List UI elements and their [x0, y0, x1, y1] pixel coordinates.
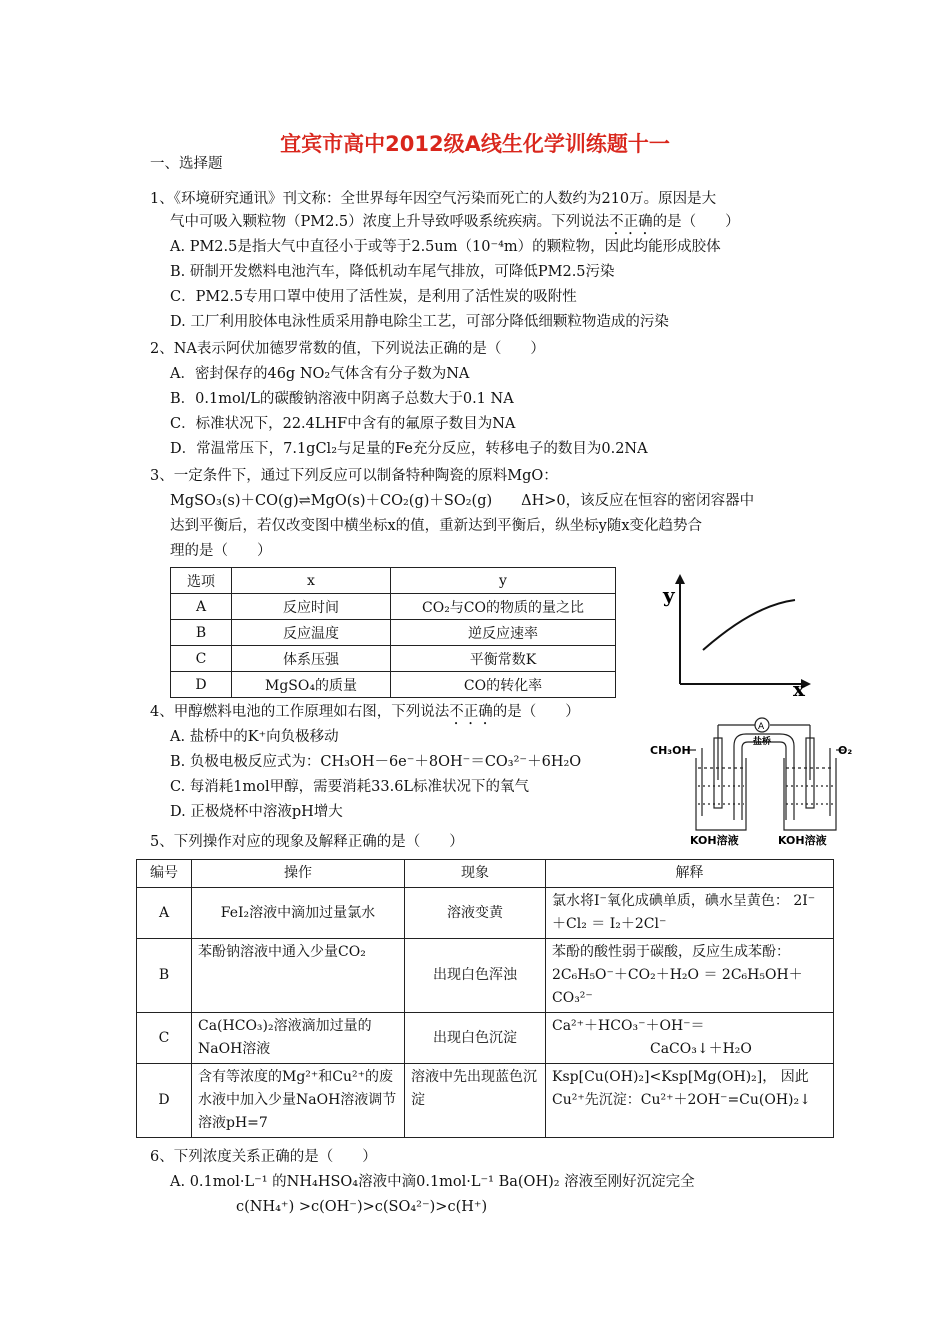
- table-cell: 氯水将I⁻氧化成碘单质，碘水呈黄色： 2I⁻＋Cl₂ ＝ I₂＋2Cl⁻: [546, 888, 834, 939]
- q5-stem: 5、下列操作对应的现象及解释正确的是（ ）: [150, 834, 464, 850]
- table-row: [137, 1064, 834, 1138]
- table-row: [137, 1013, 834, 1064]
- q1-option-b: B. 研制开发燃料电池汽车，降低机动车尾气排放，可降低PM2.5污染: [170, 264, 615, 280]
- q3-equation: MgSO₃(s)＋CO(g)⇌MgO(s)＋CO₂(g)＋SO₂(g) ΔH>0，该反应在恒容的密闭容器中: [170, 493, 755, 509]
- q2-stem: 2、NA表示阿伏加德罗常数的值，下列说法正确的是（ ）: [150, 341, 545, 357]
- q4-stem: [150, 701, 580, 728]
- q2-option-b: B．0.1mol/L的碳酸钠溶液中阴离子总数大于0.1 NA: [170, 391, 514, 407]
- q5-table: [136, 859, 834, 1138]
- table-cell: 体系压强: [232, 646, 391, 672]
- table-header-cell: y: [391, 568, 616, 594]
- table-cell: Ksp[Cu(OH)₂]<Ksp[Mg(OH)₂]， 因此Cu²⁺先沉淀：Cu²⁺＋2OH⁻=Cu(OH)₂↓: [546, 1064, 834, 1138]
- q3-table: [170, 567, 616, 698]
- table-cell: 反应温度: [232, 620, 391, 646]
- q4-stem-text: 4、甲醇燃料电池的工作原理如右图，下列说法: [150, 704, 450, 720]
- right-solution-label: KOH溶液: [778, 834, 827, 847]
- q4-option-d: D. 正极烧杯中溶液pH增大: [170, 804, 343, 820]
- table-cell: B: [171, 620, 232, 646]
- section-heading: 一、选择题: [150, 156, 223, 172]
- table-cell: C: [137, 1013, 192, 1064]
- table-cell: 苯酚钠溶液中通入少量CO₂: [192, 939, 405, 1013]
- table-header-row: [171, 568, 616, 594]
- table-cell: 含有等浓度的Mg²⁺和Cu²⁺的废水液中加入少量NaOH溶液调节溶液pH=7: [192, 1064, 405, 1138]
- q2-option-a: A．密封保存的46g NO₂气体含有分子数为NA: [170, 366, 470, 382]
- table-header-cell: 编号: [137, 860, 192, 888]
- q3-trend-graph: [655, 572, 825, 700]
- q1-emphasis: 不正确: [609, 214, 653, 230]
- table-cell: C: [171, 646, 232, 672]
- table-cell: 逆反应速率: [391, 620, 616, 646]
- y-arrow-icon: [675, 574, 685, 584]
- salt-bridge-label: 盐桥: [753, 737, 772, 747]
- q3-line4: 理的是（ ）: [170, 543, 272, 559]
- q4-option-a: A. 盐桥中的K⁺向负极移动: [170, 729, 339, 745]
- q6-option-a: A. 0.1mol·L⁻¹ 的NH₄HSO₄溶液中滴0.1mol·L⁻¹ Ba(OH)₂ 溶液至刚好沉淀完全: [170, 1174, 695, 1190]
- q6-stem: 6、下列浓度关系正确的是（ ）: [150, 1149, 377, 1165]
- table-header-cell: x: [232, 568, 391, 594]
- methanol-label: CH₃OH: [650, 744, 691, 757]
- table-cell: 出现白色浑浊: [405, 939, 546, 1013]
- q2-option-d: D．常温常压下，7.1gCl₂与足量的Fe充分反应，转移电子的数目为0.2NA: [170, 441, 648, 457]
- table-cell: B: [137, 939, 192, 1013]
- table-cell: [546, 1013, 834, 1064]
- table-row: [137, 888, 834, 939]
- table-header-cell: 操作: [192, 860, 405, 888]
- table-cell: 溶液变黄: [405, 888, 546, 939]
- table-header-row: [137, 860, 834, 888]
- trend-curve: [703, 600, 795, 650]
- table-cell: 苯酚的酸性弱于碳酸，反应生成苯酚：2C₆H₅O⁻＋CO₂＋H₂O ＝ 2C₆H₅OH＋CO₃²⁻: [546, 939, 834, 1013]
- q6-option-a-line2: c(NH₄⁺) >c(OH⁻)>c(SO₄²⁻)>c(H⁺): [236, 1199, 488, 1215]
- q1-option-c: C．PM2.5专用口罩中使用了活性炭，是利用了活性炭的吸附性: [170, 289, 577, 305]
- table-cell: CO₂与CO的物质的量之比: [391, 594, 616, 620]
- q3-line3: 达到平衡后，若仅改变图中横坐标x的值，重新达到平衡后，纵坐标y随x变化趋势合: [170, 518, 703, 534]
- q2-option-c: C．标准状况下，22.4LHF中含有的氟原子数目为NA: [170, 416, 516, 432]
- oxygen-label: O₂: [838, 744, 853, 757]
- table-row: [171, 594, 616, 620]
- q1-stem-line2: [170, 211, 740, 238]
- table-cell: D: [137, 1064, 192, 1138]
- table-cell: FeI₂溶液中滴加过量氯水: [192, 888, 405, 939]
- table-cell: 平衡常数K: [391, 646, 616, 672]
- q4-stem-end: 的是（ ）: [492, 704, 580, 720]
- table-row: [137, 939, 834, 1013]
- table-header-cell: 现象: [405, 860, 546, 888]
- fuel-cell-diagram: [650, 708, 855, 848]
- q3-stem: 3、一定条件下，通过下列反应可以制备特种陶瓷的原料MgO：: [150, 468, 558, 484]
- table-cell: A: [137, 888, 192, 939]
- table-cell: 出现白色沉淀: [405, 1013, 546, 1064]
- table-header-cell: 选项: [171, 568, 232, 594]
- table-row: [171, 672, 616, 698]
- q4-option-b: B. 负极电极反应式为：CH₃OH－6e⁻＋8OH⁻＝CO₃²⁻＋6H₂O: [170, 754, 582, 770]
- table-header-cell: 解释: [546, 860, 834, 888]
- graph-x-label: x: [793, 677, 805, 700]
- q4-emphasis: 不正确: [449, 704, 493, 720]
- q4-option-c: C. 每消耗1mol甲醇，需要消耗33.6L标准状况下的氧气: [170, 779, 530, 795]
- table-cell: A: [171, 594, 232, 620]
- table-row: [171, 620, 616, 646]
- cell-line: Ca²⁺＋HCO₃⁻＋OH⁻＝: [552, 1018, 705, 1034]
- table-cell: 溶液中先出现蓝色沉淀: [405, 1064, 546, 1138]
- q1-option-d: D. 工厂利用胶体电泳性质采用静电除尘工艺，可部分降低细颗粒物造成的污染: [170, 314, 669, 330]
- q1-option-a: A. PM2.5是指大气中直径小于或等于2.5um（10⁻⁴m）的颗粒物，因此均能形成胶体: [170, 239, 721, 255]
- graph-y-label: y: [663, 583, 675, 607]
- q1-stem-text: 气中可吸入颗粒物（PM2.5）浓度上升导致呼吸系统疾病。下列说法: [170, 214, 610, 230]
- q1-stem-line1: 1、《环境研究通讯》刊文称：全世界每年因空气污染而死亡的人数约为210万。原因是大: [150, 191, 717, 207]
- table-cell: MgSO₄的质量: [232, 672, 391, 698]
- table-cell: 反应时间: [232, 594, 391, 620]
- table-cell: Ca(HCO₃)₂溶液滴加过量的NaOH溶液: [192, 1013, 405, 1064]
- ammeter-label: A: [758, 722, 765, 732]
- table-cell: CO的转化率: [391, 672, 616, 698]
- page-title: 宜宾市高中2012级A线生化学训练题十一: [280, 132, 670, 156]
- left-solution-label: KOH溶液: [690, 834, 739, 847]
- table-cell: D: [171, 672, 232, 698]
- q1-stem-end: 的是（ ）: [652, 214, 740, 230]
- cell-line: CaCO₃↓＋H₂O: [650, 1041, 752, 1057]
- table-row: [171, 646, 616, 672]
